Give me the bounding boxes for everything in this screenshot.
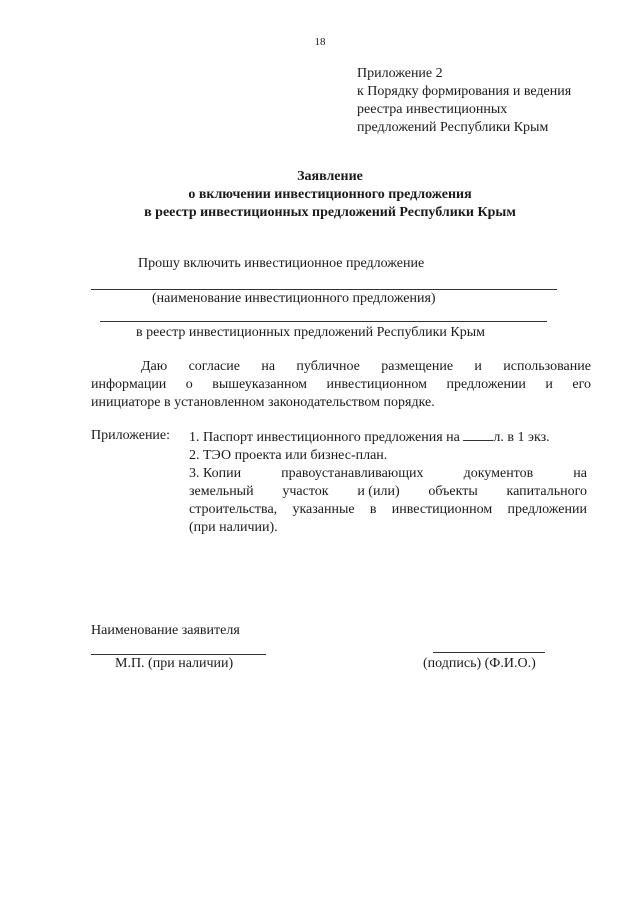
- consent-line-3: инициаторе в установленном законодательством порядке.: [91, 395, 435, 410]
- consent-word: о: [185, 377, 193, 392]
- attachment-item-2: 2. ТЭО проекта или бизнес-план.: [189, 448, 388, 463]
- attachment-word: и (или): [357, 484, 400, 499]
- attachment-item-1-suffix: л. в 1 экз.: [493, 430, 550, 445]
- attachment-word: земельный: [189, 484, 254, 499]
- annex-line: к Порядку формирования и ведения: [357, 84, 572, 99]
- attachment-word: предложении: [507, 502, 587, 517]
- attachment-word: в: [369, 502, 377, 517]
- attachment-item-3-line: [189, 465, 587, 483]
- applicant-line[interactable]: [91, 654, 266, 655]
- consent-word: предложении: [446, 377, 526, 392]
- attachment-item-1-text: 1. Паспорт инвестиционного предложения на: [189, 430, 460, 445]
- consent-word: и: [474, 359, 482, 374]
- investment-name-line-2[interactable]: [100, 321, 547, 322]
- annex-line: реестра инвестиционных: [357, 102, 508, 117]
- consent-word: использование: [503, 359, 591, 374]
- consent-word: согласие: [188, 359, 240, 374]
- attachment-item-3-last: (при наличии).: [189, 520, 278, 535]
- attachment-word: участок: [282, 484, 329, 499]
- consent-word: вышеуказанном: [212, 377, 308, 392]
- investment-name-line[interactable]: [91, 289, 557, 290]
- consent-paragraph: [91, 358, 591, 412]
- consent-word: и: [545, 377, 553, 392]
- title-line: в реестр инвестиционных предложений Республики Крым: [144, 205, 516, 220]
- stamp-label: М.П. (при наличии): [115, 656, 234, 671]
- attachment-word: документов: [463, 466, 534, 481]
- annex-line: Приложение 2: [357, 66, 443, 81]
- consent-word: информации: [91, 377, 167, 392]
- title-line: о включении инвестиционного предложения: [188, 187, 472, 202]
- attachment-word: инвестиционном: [391, 502, 493, 517]
- attachment-word: строительства,: [189, 502, 278, 517]
- attachment-word: правоустанавливающих: [281, 466, 424, 481]
- attachment-item-3-line: [189, 483, 587, 501]
- consent-word: его: [572, 377, 591, 392]
- signature-label: (подпись) (Ф.И.О.): [423, 656, 536, 671]
- document-title: [0, 168, 640, 222]
- consent-word: Даю: [141, 359, 168, 374]
- attachment-word: 3. Копии: [189, 466, 242, 481]
- title-line: Заявление: [297, 169, 363, 184]
- annex-line: предложений Республики Крым: [357, 120, 549, 135]
- pages-count-blank[interactable]: [463, 428, 493, 441]
- attachment-word: указанные: [292, 502, 355, 517]
- signature-line[interactable]: [433, 652, 545, 653]
- attachment-item-3-line: [189, 501, 587, 519]
- investment-name-hint: (наименование инвестиционного предложения): [152, 291, 436, 306]
- attachment-word: капитального: [506, 484, 587, 499]
- applicant-label: Наименование заявителя: [91, 623, 240, 638]
- consent-word: на: [261, 359, 276, 374]
- attachments-label: Приложение:: [91, 428, 171, 443]
- attachments-list: [189, 428, 587, 537]
- registry-text: в реестр инвестиционных предложений Республики Крым: [136, 325, 485, 340]
- consent-word: публичное: [296, 359, 360, 374]
- attachment-word: объекты: [428, 484, 478, 499]
- request-text: Прошу включить инвестиционное предложение: [138, 256, 425, 271]
- annex-header: [357, 65, 571, 137]
- consent-word: размещение: [381, 359, 454, 374]
- attachment-item-1: [189, 428, 587, 447]
- consent-word: инвестиционном: [326, 377, 427, 392]
- page-number: 18: [314, 36, 326, 48]
- attachment-word: на: [573, 466, 587, 481]
